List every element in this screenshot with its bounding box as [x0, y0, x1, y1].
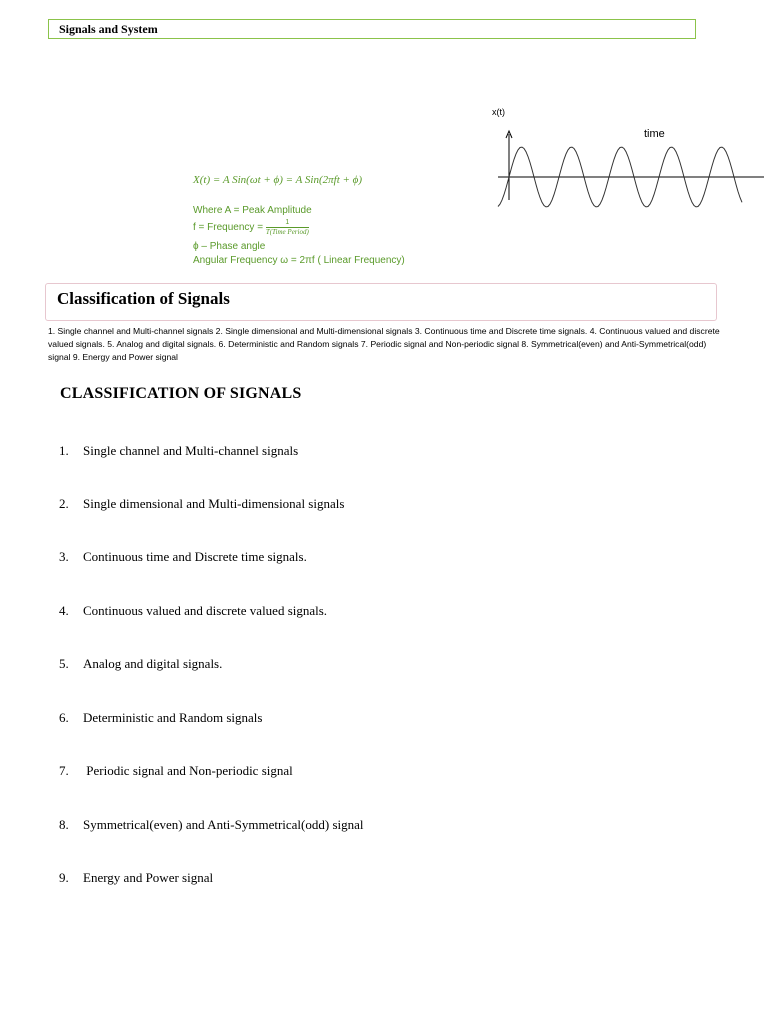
list-item: 1. Single channel and Multi-channel signals: [59, 443, 299, 458]
list-item: 8. Symmetrical(even) and Anti-Symmetrical(odd) signal: [59, 817, 364, 832]
document-header: [48, 19, 696, 39]
section-title-box: [45, 283, 717, 321]
formula-frequency: [193, 219, 309, 236]
graph-y-label: x(t): [492, 107, 505, 117]
fraction-denominator: T(Time Period): [265, 228, 309, 236]
list-item: 4. Continuous valued and discrete valued signals.: [59, 603, 328, 618]
formula-phase: ϕ – Phase angle: [193, 241, 266, 252]
sine-wave-graph: [490, 100, 766, 210]
classification-heading: CLASSIFICATION OF SIGNALS: [60, 385, 302, 402]
list-item: 6. Deterministic and Random signals: [59, 710, 263, 725]
formula-angular-frequency: Angular Frequency ω = 2πf ( Linear Frequency): [193, 255, 405, 266]
formula-amplitude: Where A = Peak Amplitude: [193, 205, 312, 216]
list-item: 5. Analog and digital signals.: [59, 656, 223, 671]
document-title: Signals and System: [59, 22, 158, 36]
graph-x-label: time: [644, 128, 665, 140]
summary-paragraph: 1. Single channel and Multi-channel signals 2. Single dimensional and Multi-dimensional signals 3. Continuous time and Discrete time signals. 4. Continuous valued and discrete valued signals. 5. Analog and digital signals. 6. Deterministic and Random signals 7. Periodic signal and Non-periodic signal 8. Symmetrical(even) and Anti-Symmetrical(odd) signal 9. Energy and Power signal: [48, 326, 720, 362]
sine-formula: X(t) = A Sin(ωt + ϕ) = A Sin(2πft + ϕ): [193, 174, 363, 186]
fraction-numerator: 1: [266, 219, 309, 228]
list-item: 7. Periodic signal and Non-periodic signal: [59, 763, 293, 778]
list-item: 3. Continuous time and Discrete time signals.: [59, 549, 307, 564]
section-title: Classification of Signals: [57, 289, 230, 308]
frequency-fraction: [266, 219, 309, 236]
formula-frequency-label: f = Frequency =: [193, 222, 264, 234]
list-item: 9. Energy and Power signal: [59, 870, 214, 885]
list-item: 2. Single dimensional and Multi-dimensional signals: [59, 496, 345, 511]
